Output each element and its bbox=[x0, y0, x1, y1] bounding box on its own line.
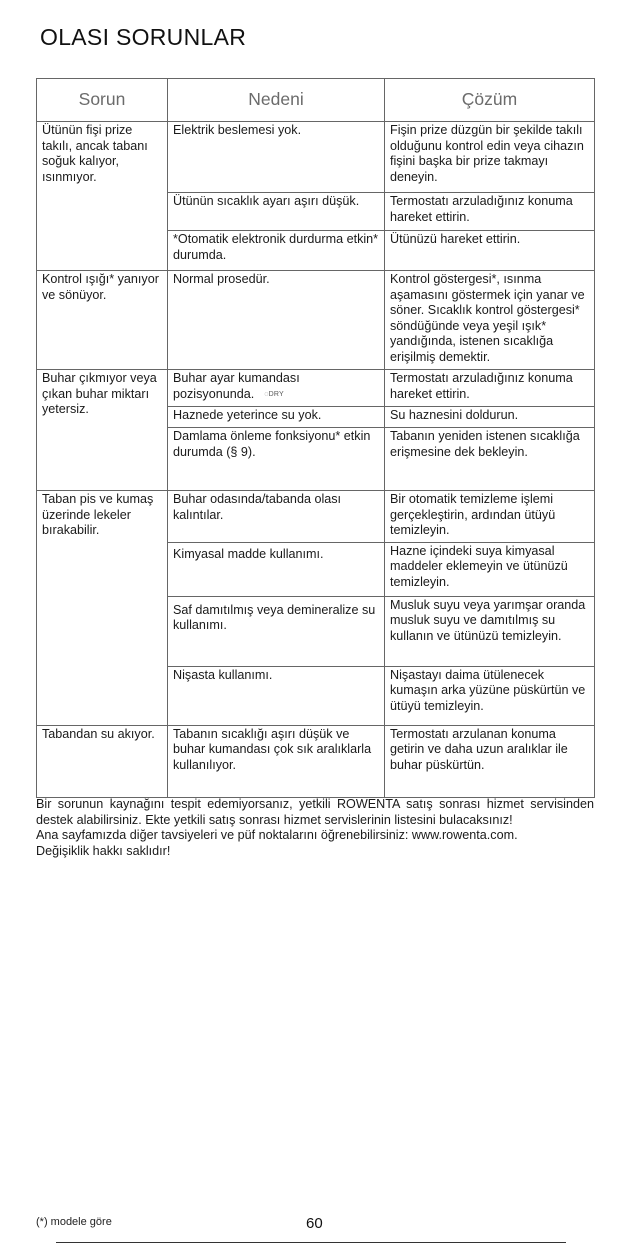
footer-divider bbox=[56, 1242, 566, 1243]
problem-cell: Ütünün fişi prize takılı, ancak tabanı soğuk kalıyor, ısınmıyor. bbox=[37, 122, 168, 271]
cause-cell: Buhar odasında/tabanda olası kalıntılar. bbox=[168, 491, 385, 543]
solution-cell: Termostatı arzuladığınız konuma hareket ettirin. bbox=[385, 370, 595, 407]
table-row bbox=[37, 122, 595, 193]
solution-cell: Nişastayı daima ütülenecek kumaşın arka yüzüne püskürtün ve ütüyü temizleyin. bbox=[385, 666, 595, 725]
problem-cell: Kontrol ışığı* yanıyor ve sönüyor. bbox=[37, 271, 168, 370]
solution-cell: Su haznesini doldurun. bbox=[385, 407, 595, 428]
footnote: (*) modele göre bbox=[36, 1216, 112, 1228]
rights-note: Değişiklik hakkı saklıdır! bbox=[36, 843, 171, 858]
solution-cell: Hazne içindeki suya kimyasal maddeler eklemeyin ve ütünüzü temizleyin. bbox=[385, 542, 595, 596]
page-title: OLASI SORUNLAR bbox=[40, 24, 247, 50]
troubleshooting-table-wrapper bbox=[36, 78, 594, 798]
service-note: Bir sorunun kaynağını tespit edemiyorsanız, yetkili ROWENTA satış sonrası hizmet servisinden destek alabilirsiniz. Ekte yetkili satış sonrası hizmet servislerinin listesini bulacaksınız! bbox=[36, 797, 594, 827]
header-cause: Nedeni bbox=[168, 79, 385, 122]
header-solution: Çözüm bbox=[385, 79, 595, 122]
cause-cell: Saf damıtılmış veya demineralize su kullanımı. bbox=[168, 596, 385, 666]
cause-cell: Ütünün sıcaklık ayarı aşırı düşük. bbox=[168, 193, 385, 231]
cause-cell: Elektrik beslemesi yok. bbox=[168, 122, 385, 193]
cause-cell: *Otomatik elektronik durdurma etkin* durumda. bbox=[168, 231, 385, 271]
solution-cell: Fişin prize düzgün bir şekilde takılı olduğunu kontrol edin veya cihazın fişini başka bir prize takmayı deneyin. bbox=[385, 122, 595, 193]
solution-cell: Tabanın yeniden istenen sıcaklığa erişmesine dek bekleyin. bbox=[385, 428, 595, 491]
website-note: Ana sayfamızda diğer tavsiyeleri ve püf noktalarını öğrenebilirsiniz: www.rowenta.com. bbox=[36, 828, 518, 843]
solution-cell: Musluk suyu veya yarımşar oranda musluk suyu ve damıtılmış su kullanın ve ütünüzü temizleyin. bbox=[385, 596, 595, 666]
notes-section bbox=[36, 797, 594, 859]
steam-dry-icon: ◌DRY bbox=[264, 390, 284, 398]
cause-cell: Damlama önleme fonksiyonu* etkin durumda (§ 9). bbox=[168, 428, 385, 491]
problem-cell: Tabandan su akıyor. bbox=[37, 725, 168, 797]
cause-cell: Kimyasal madde kullanımı. bbox=[168, 542, 385, 596]
header-problem: Sorun bbox=[37, 79, 168, 122]
problem-cell: Buhar çıkmıyor veya çıkan buhar miktarı yetersiz. bbox=[37, 370, 168, 491]
cause-cell: Nişasta kullanımı. bbox=[168, 666, 385, 725]
solution-cell: Ütünüzü hareket ettirin. bbox=[385, 231, 595, 271]
troubleshooting-table bbox=[36, 78, 595, 798]
solution-cell: Termostatı arzulanan konuma getirin ve daha uzun aralıklar ile buhar püskürtün. bbox=[385, 725, 595, 797]
cause-text: Buhar ayar kumandası pozisyonunda. bbox=[173, 371, 300, 401]
cause-cell: Normal prosedür. bbox=[168, 271, 385, 370]
dry-symbol-label: DRY bbox=[268, 390, 284, 398]
table-row bbox=[37, 725, 595, 797]
table-row bbox=[37, 370, 595, 407]
solution-cell: Termostatı arzuladığınız konuma hareket ettirin. bbox=[385, 193, 595, 231]
table-row bbox=[37, 271, 595, 370]
problem-cell: Taban pis ve kumaş üzerinde lekeler bırakabilir. bbox=[37, 491, 168, 726]
cause-cell bbox=[168, 370, 385, 407]
page-number: 60 bbox=[306, 1215, 323, 1232]
solution-cell: Kontrol göstergesi*, ısınma aşamasını göstermek için yanar ve söner. Sıcaklık kontrol göstergesi* söndüğünde veya yeşil ışık* yandığında, istenen sıcaklığa erişilmiş demektir. bbox=[385, 271, 595, 370]
cause-cell: Tabanın sıcaklığı aşırı düşük ve buhar kumandası çok sık aralıklarla kullanılıyor. bbox=[168, 725, 385, 797]
cause-cell: Haznede yeterince su yok. bbox=[168, 407, 385, 428]
table-row bbox=[37, 491, 595, 543]
solution-cell: Bir otomatik temizleme işlemi gerçekleştirin, ardından ütüyü temizleyin. bbox=[385, 491, 595, 543]
